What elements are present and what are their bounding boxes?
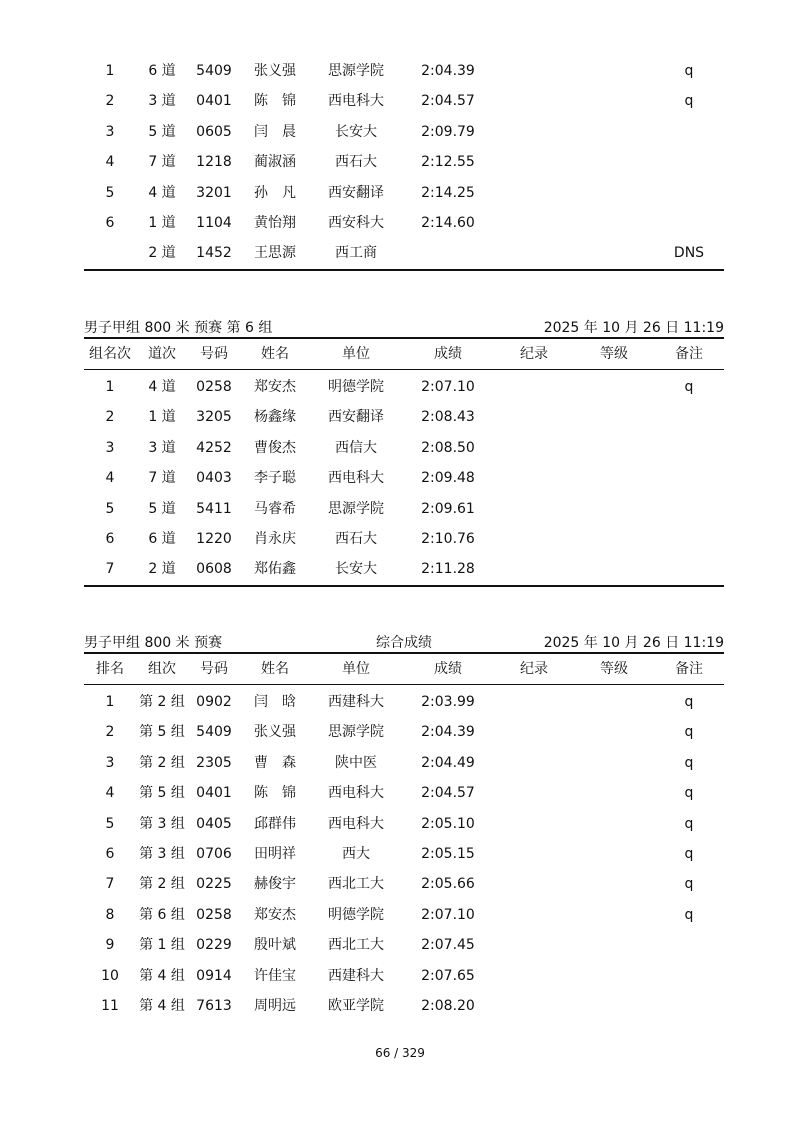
cell-name: 邱群伟 [254,815,296,832]
cell-rank: 9 [105,937,115,954]
cell-bib: 1452 [196,245,232,262]
cell-group: 第 5 组 [139,724,185,741]
table-row [84,930,724,960]
cell-bib: 3205 [196,409,232,426]
cell-lane: 1 道 [148,409,176,426]
table-row [84,433,724,463]
cell-unit: 西安翻译 [328,409,384,426]
table-row [84,869,724,899]
column-header: 等级 [600,661,628,677]
table-row [84,687,724,717]
table-row [84,717,724,747]
cell-unit: 西建科大 [328,694,384,710]
cell-note: q [684,754,694,771]
cell-unit: 西工商 [335,245,377,262]
group6-title: 男子甲组 800 米 预赛 第 6 组 [84,320,273,336]
cell-unit: 西石大 [335,530,377,547]
column-header: 备注 [675,661,703,677]
cell-unit: 西北工大 [328,876,384,893]
table-row [84,839,724,869]
cell-result: 2:08.50 [421,439,475,456]
cell-note: q [684,379,694,395]
cell-bib: 7613 [196,997,232,1014]
column-header: 组名次 [89,346,131,362]
cell-rank: 1 [105,379,115,395]
cell-bib: 0405 [196,815,232,832]
cell-group: 第 1 组 [139,937,185,954]
column-header: 姓名 [261,346,289,362]
cell-name: 马睿希 [254,500,296,517]
cell-bib: 5409 [196,724,232,741]
cell-bib: 4252 [196,439,232,456]
cell-note: q [684,694,694,710]
cell-rank: 6 [105,530,115,547]
top-results-table [84,56,724,271]
cell-result: 2:04.39 [421,63,475,79]
cell-rank: 4 [105,785,115,802]
cell-bib: 2305 [196,754,232,771]
cell-name: 许佳宝 [254,967,296,984]
cell-note: q [684,63,694,79]
overall-rows [84,685,724,1021]
cell-group: 第 2 组 [139,754,185,771]
cell-lane: 7 道 [148,470,176,487]
cell-rank: 7 [105,561,115,578]
cell-name: 殷叶斌 [254,937,296,954]
table-row [84,372,724,402]
cell-unit: 西电科大 [328,470,384,487]
column-header: 排名 [96,661,124,677]
top-table-bottom-rule [84,269,724,271]
cell-name: 郑佑鑫 [254,561,296,578]
cell-result: 2:09.79 [421,123,475,140]
cell-bib: 5411 [196,500,232,517]
cell-bib: 1104 [196,214,232,231]
cell-unit: 西电科大 [328,815,384,832]
cell-unit: 西建科大 [328,967,384,984]
cell-name: 曹俊杰 [254,439,296,456]
cell-rank: 6 [105,845,115,862]
cell-rank: 5 [105,815,115,832]
page-number: 66 / 329 [375,1046,425,1060]
cell-name: 周明远 [254,997,296,1014]
cell-group: 第 2 组 [139,876,185,893]
cell-result: 2:14.60 [421,214,475,231]
cell-result: 2:07.45 [421,937,475,954]
cell-name: 张义强 [254,724,296,741]
cell-bib: 5409 [196,63,232,79]
overall-datetime: 2025 年 10 月 26 日 11:19 [543,635,724,651]
column-header: 成绩 [434,661,462,677]
table-row [84,900,724,930]
cell-bib: 0229 [196,937,232,954]
column-header: 号码 [200,661,228,677]
cell-lane: 6 道 [148,530,176,547]
cell-result: 2:07.65 [421,967,475,984]
cell-rank: 6 [105,214,115,231]
cell-note: q [684,845,694,862]
cell-lane: 5 道 [148,500,176,517]
cell-lane: 4 道 [148,379,176,395]
cell-unit: 长安大 [335,561,377,578]
cell-result: 2:04.39 [421,724,475,741]
table-row [84,554,724,584]
cell-result: 2:10.76 [421,530,475,547]
cell-rank: 4 [105,470,115,487]
column-header: 姓名 [261,661,289,677]
cell-unit: 西北工大 [328,937,384,954]
cell-result: 2:09.48 [421,470,475,487]
cell-note: q [684,906,694,923]
cell-rank: 5 [105,500,115,517]
cell-name: 黄怡翔 [254,214,296,231]
cell-result: 2:03.99 [421,694,475,710]
cell-result: 2:04.57 [421,785,475,802]
table-row [84,809,724,839]
cell-unit: 西安科大 [328,214,384,231]
cell-result: 2:07.10 [421,379,475,395]
group6-bottom-rule [84,585,724,587]
cell-note: q [684,724,694,741]
cell-result: 2:09.61 [421,500,475,517]
cell-lane: 3 道 [148,93,176,110]
cell-name: 杨鑫缘 [254,409,296,426]
cell-unit: 陕中医 [335,754,377,771]
table-row [84,961,724,991]
column-header: 纪录 [520,661,548,677]
cell-name: 王思源 [254,245,296,262]
cell-result: 2:05.10 [421,815,475,832]
overall-subtitle: 综合成绩 [376,635,432,651]
cell-bib: 0401 [196,785,232,802]
cell-rank: 4 [105,154,115,171]
cell-name: 蔺淑涵 [254,154,296,171]
cell-bib: 0401 [196,93,232,110]
cell-name: 肖永庆 [254,530,296,547]
cell-rank: 2 [105,724,115,741]
group6-rows [84,370,724,585]
cell-group: 第 2 组 [139,694,185,710]
table-row [84,524,724,554]
cell-note: q [684,93,694,110]
table-row [84,991,724,1021]
table-row [84,748,724,778]
cell-rank: 3 [105,439,115,456]
cell-rank: 2 [105,93,115,110]
table-row [84,463,724,493]
cell-group: 第 4 组 [139,997,185,1014]
table-row [84,778,724,808]
cell-unit: 西信大 [335,439,377,456]
cell-unit: 西电科大 [328,785,384,802]
cell-result: 2:05.66 [421,876,475,893]
column-header: 道次 [148,346,176,362]
group6-header [84,317,724,337]
cell-rank: 10 [101,967,119,984]
cell-bib: 0403 [196,470,232,487]
cell-name: 闫 晨 [254,123,296,140]
cell-name: 陈 锦 [254,785,296,802]
table-row [84,402,724,432]
cell-rank: 3 [105,123,115,140]
cell-name: 李子聪 [254,470,296,487]
cell-rank: 7 [105,876,115,893]
cell-group: 第 6 组 [139,906,185,923]
cell-lane: 2 道 [148,561,176,578]
cell-name: 曹 森 [254,754,296,771]
cell-unit: 西大 [342,845,370,862]
cell-rank: 11 [101,997,119,1014]
table-row [84,117,724,147]
cell-result: 2:04.49 [421,754,475,771]
cell-bib: 0258 [196,379,232,395]
column-header: 单位 [342,346,370,362]
cell-note: q [684,785,694,802]
overall-column-headers [84,654,724,684]
cell-result: 2:08.20 [421,997,475,1014]
cell-rank: 1 [105,63,115,79]
column-header: 组次 [148,661,176,677]
cell-bib: 0258 [196,906,232,923]
group6-section [84,317,724,587]
cell-rank: 8 [105,906,115,923]
cell-unit: 长安大 [335,123,377,140]
cell-unit: 明德学院 [328,906,384,923]
column-header: 单位 [342,661,370,677]
cell-bib: 3201 [196,184,232,201]
overall-title: 男子甲组 800 米 预赛 [84,635,223,651]
cell-result: 2:11.28 [421,561,475,578]
table-row [84,238,724,268]
cell-unit: 欧亚学院 [328,997,384,1014]
cell-bib: 0225 [196,876,232,893]
overall-header [84,632,724,652]
column-header: 号码 [200,346,228,362]
cell-unit: 西电科大 [328,93,384,110]
cell-group: 第 3 组 [139,815,185,832]
cell-rank: 5 [105,184,115,201]
cell-unit: 思源学院 [328,724,384,741]
cell-result: 2:08.43 [421,409,475,426]
cell-note: q [684,876,694,893]
top-rows [84,56,724,269]
cell-bib: 0608 [196,561,232,578]
cell-rank: 2 [105,409,115,426]
cell-rank: 1 [105,694,115,710]
cell-group: 第 5 组 [139,785,185,802]
group6-datetime: 2025 年 10 月 26 日 11:19 [543,320,724,336]
table-row [84,147,724,177]
cell-lane: 5 道 [148,123,176,140]
cell-name: 郑安杰 [254,906,296,923]
cell-unit: 思源学院 [328,500,384,517]
cell-lane: 6 道 [148,63,176,79]
cell-note: q [684,815,694,832]
column-header: 备注 [675,346,703,362]
table-row [84,86,724,116]
cell-name: 孙 凡 [254,184,296,201]
cell-name: 陈 锦 [254,93,296,110]
cell-result: 2:12.55 [421,154,475,171]
cell-bib: 0706 [196,845,232,862]
overall-section [84,632,724,1021]
cell-name: 张义强 [254,63,296,79]
cell-bib: 0914 [196,967,232,984]
cell-result: 2:04.57 [421,93,475,110]
cell-name: 赫俊宇 [254,876,296,893]
table-row [84,208,724,238]
cell-note: DNS [673,245,705,262]
cell-bib: 1218 [196,154,232,171]
cell-bib: 0605 [196,123,232,140]
cell-group: 第 4 组 [139,967,185,984]
cell-unit: 思源学院 [328,63,384,79]
column-header: 等级 [600,346,628,362]
cell-result: 2:05.15 [421,845,475,862]
column-header: 纪录 [520,346,548,362]
cell-unit: 明德学院 [328,379,384,395]
column-header: 成绩 [434,346,462,362]
cell-name: 闫 晗 [254,694,296,710]
cell-lane: 3 道 [148,439,176,456]
cell-result: 2:14.25 [421,184,475,201]
table-row [84,494,724,524]
cell-rank: 3 [105,754,115,771]
cell-name: 郑安杰 [254,379,296,395]
cell-lane: 1 道 [148,214,176,231]
cell-lane: 2 道 [148,245,176,262]
cell-lane: 4 道 [148,184,176,201]
cell-result: 2:07.10 [421,906,475,923]
cell-bib: 1220 [196,530,232,547]
cell-name: 田明祥 [254,845,296,862]
cell-bib: 0902 [196,694,232,710]
group6-column-headers [84,339,724,369]
table-row [84,178,724,208]
table-row [84,56,724,86]
cell-unit: 西安翻译 [328,184,384,201]
cell-lane: 7 道 [148,154,176,171]
cell-group: 第 3 组 [139,845,185,862]
cell-unit: 西石大 [335,154,377,171]
